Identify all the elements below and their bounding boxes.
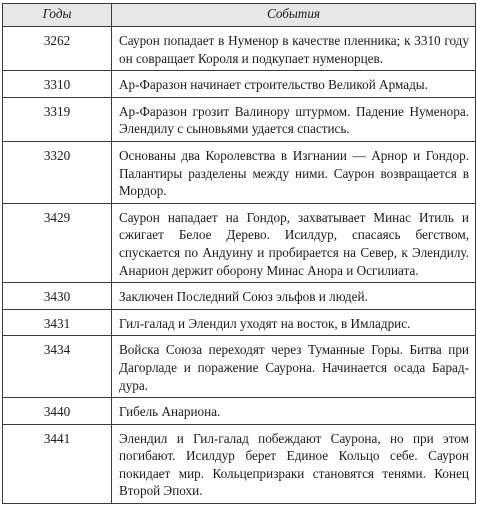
table-row xyxy=(3,309,476,336)
table-body xyxy=(3,27,476,504)
row-event: Заключен Последний Союз эльфов и людей. xyxy=(112,283,476,310)
table-row xyxy=(3,97,476,141)
row-year: 3320 xyxy=(3,141,112,203)
table-row xyxy=(3,27,476,71)
table-row xyxy=(3,141,476,203)
row-event: Войска Союза переходят через Туманные Горы. Битва при Дагорладе и поражение Саурона. Начинается осада Барад-дура. xyxy=(112,336,476,398)
row-year: 3319 xyxy=(3,97,112,141)
table-header xyxy=(3,4,476,27)
header-years: Годы xyxy=(3,4,112,27)
row-year: 3441 xyxy=(3,424,112,503)
table-row xyxy=(3,398,476,425)
row-year: 3430 xyxy=(3,283,112,310)
table-row xyxy=(3,203,476,282)
chronology-table xyxy=(2,3,476,504)
header-row xyxy=(3,4,476,27)
row-event: Гил-галад и Элендил уходят на восток, в Имладрис. xyxy=(112,309,476,336)
row-event: Гибель Анариона. xyxy=(112,398,476,425)
table-row xyxy=(3,71,476,98)
row-year: 3434 xyxy=(3,336,112,398)
row-year: 3310 xyxy=(3,71,112,98)
table-row xyxy=(3,283,476,310)
row-event: Элендил и Гил-галад побеждают Саурона, но при этом погибают. Исилдур берет Единое Кольцо себе. Саурон покидает мир. Кольцепризраки становятся тенями. Конец Второй Эпохи. xyxy=(112,424,476,503)
row-year: 3262 xyxy=(3,27,112,71)
table-row xyxy=(3,336,476,398)
table-row xyxy=(3,424,476,503)
row-year: 3429 xyxy=(3,203,112,282)
row-year: 3440 xyxy=(3,398,112,425)
row-event: Ар-Фаразон начинает строительство Великой Армады. xyxy=(112,71,476,98)
header-events: События xyxy=(112,4,476,27)
row-year: 3431 xyxy=(3,309,112,336)
row-event: Основаны два Королевства в Изгнании — Арнор и Гондор. Палантиры разделены между ними. Саурон возвращается в Мордор. xyxy=(112,141,476,203)
row-event: Саурон попадает в Нуменор в качестве пленника; к 3310 году он совращает Короля и подкупает нуменорцев. xyxy=(112,27,476,71)
row-event: Ар-Фаразон грозит Валинору штурмом. Падение Нуменора. Элендилу с сыновьями удается спастись. xyxy=(112,97,476,141)
row-event: Саурон нападает на Гондор, захватывает Минас Итиль и сжигает Белое Дерево. Исилдур, спасаясь бегством, спускается по Андуину и пробирается на Север, к Элендилу. Анарион держит оборону Минас Анора и Осгилиата. xyxy=(112,203,476,282)
